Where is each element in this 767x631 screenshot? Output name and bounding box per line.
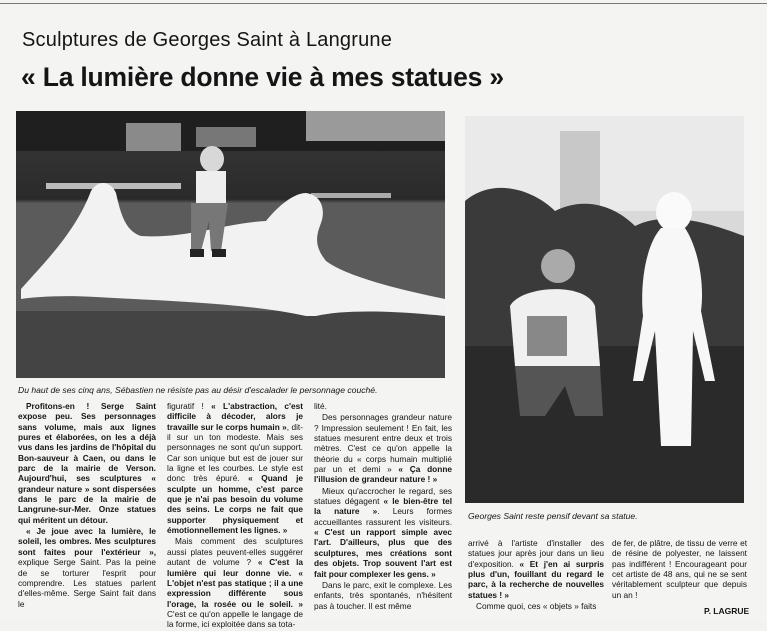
photo-left-caption: Du haut de ses cinq ans, Sébastien ne résiste pas au désir d'escalader le personnage couché. <box>18 385 378 395</box>
paragraph-6: Des personnages grandeur nature ? Impression seulement ! En fait, les statues mesurent entre deux et trois mètres. C'est ce qu'on appelle la théorie du « corps humain multiplié par un et demi » « Ça donne l'illusion de grandeur nature ! » <box>314 412 453 485</box>
paragraph-10: Comme quoi, ces « objets » faits <box>476 601 597 612</box>
paragraph-7: Mieux qu'accrocher le regard, ses statues dégagent « le bien-être tel la nature ». Leurs formes accueillantes rassurent les visiteurs. « C'est un rapport simple avec l'art. D'ailleurs, plus que des sculptures, mes créations sont des objets. Trop souvent l'art est fait pour complexer les gens. » <box>314 485 453 579</box>
author-signature: P. LAGRUE <box>704 606 750 616</box>
article-column-4 <box>468 538 604 612</box>
article-column-3 <box>314 401 452 612</box>
article-column-2 <box>167 401 303 631</box>
article-column-5 <box>612 538 747 601</box>
paragraph-4: Mais comment des sculptures aussi plates peuvent-elles suggérer autant de volume ? « C'est la lumière qui leur donne vie. « L'objet n'est pas statique ; il a une expression différente sous l'orage, la rosée ou le soleil. » C'est ce qu'on appelle le langage de la forme, ici exploitée dans sa tota- <box>167 536 303 630</box>
paragraph-3: figuratif ! « L'abstraction, c'est difficile à décoder, alors je travaille sur le corps humain », dit-il sur un ton modeste. Mais ses personnages ne sont qu'un support. Car son unique but est de jouer sur la ligne et les courbes. Le style est donc très épuré. « Quand je sculpte un homme, c'est parce que je n'ai pas besoin du volume des seins. Le corps ne fait que supporter physiquement et émotionnellement les lignes. » <box>167 401 304 536</box>
paragraph-2: « Je joue avec la lumière, le soleil, les ombres. Mes sculptures sont faites pour l'extérieur », explique Serge Saint. Pas la peine de se torturer l'esprit pour comprendre. Les statues parlent d'elles-même. Serge Saint fait dans le <box>18 526 156 609</box>
paragraph-5: lité. <box>314 401 327 411</box>
top-rule <box>0 3 767 4</box>
photo-child-on-sculpture <box>16 111 445 378</box>
paragraph-9: arrivé à l'artiste d'installer des statues jour après jour dans un lieu d'exposition. « Et j'en ai surpris plus d'un, fouillant du regard le parc, à la recherche de nouvelles statues ! » <box>468 538 605 600</box>
paragraph-8: Dans le parc, exit le complexe. Les enfants, très spontanés, n'hésitent pas à toucher. Il est même <box>314 579 452 611</box>
photo-artist-with-statue <box>465 116 744 503</box>
article-headline: « La lumière donne vie à mes statues » <box>21 62 504 92</box>
paragraph-11: de fer, de plâtre, de tissu de verre et de résine de polyester, ne laissent pas indifférent ! Encourageant pour cet artiste de 48 ans, qui ne se sent véritablement sculpteur que depuis un an ! <box>612 538 747 600</box>
paragraph-1: Profitons-en ! Serge Saint expose peu. Ses personnages sans volume, mais aux lignes pures et élaborées, on les a déjà vus dans les jardins de l'hôpital du Bon-sauveur à Caen, ou dans le parc de la mairie de Verson. Aujourd'hui, ses sculptures « grandeur nature » sont dispersées dans le parc de la mairie de Langrune-sur-Mer. Onze statues qui méritent un détour. <box>18 401 156 525</box>
article-kicker: Sculptures de Georges Saint à Langrune <box>22 29 393 51</box>
photo-right-caption: Georges Saint reste pensif devant sa statue. <box>468 511 638 521</box>
article-column-1 <box>18 401 156 610</box>
